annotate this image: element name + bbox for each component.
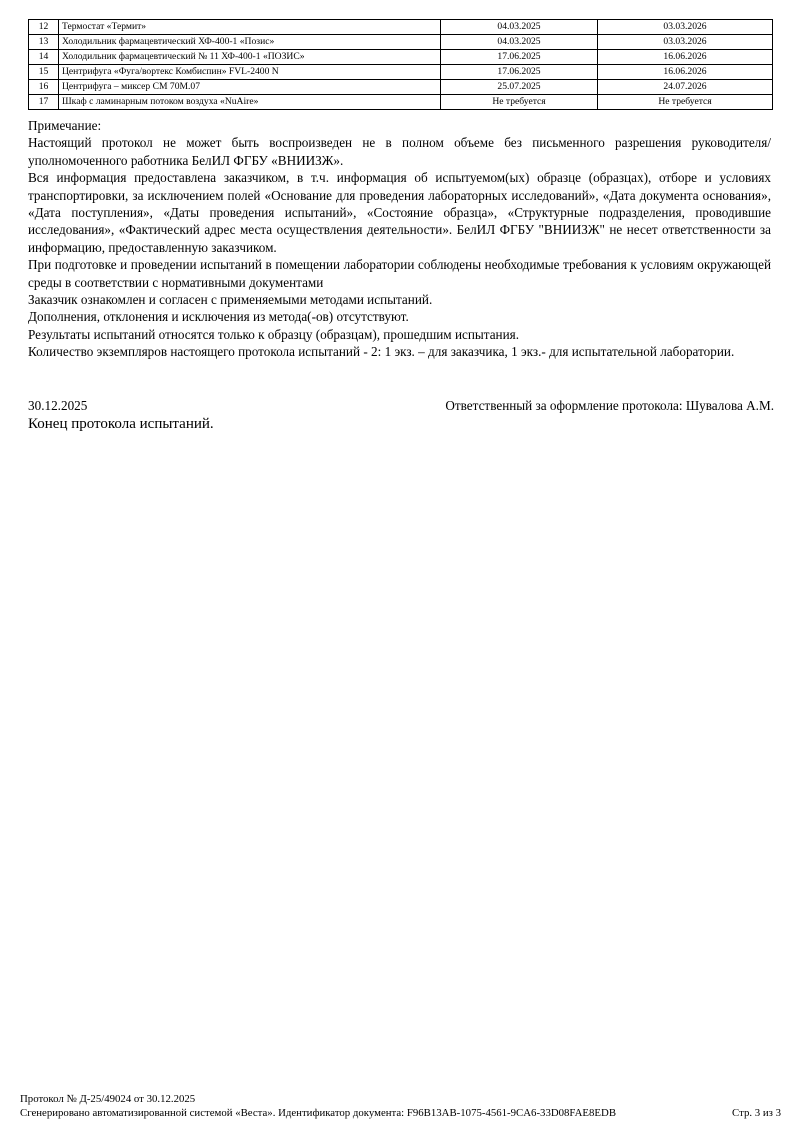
table-row <box>29 95 773 110</box>
valid-until-date: 24.07.2026 <box>598 80 773 95</box>
table-row <box>29 20 773 35</box>
signature-date: 30.12.2025 <box>28 398 88 413</box>
verification-date: 17.06.2025 <box>441 65 598 80</box>
valid-until-date: 16.06.2026 <box>598 65 773 80</box>
note-paragraph: Заказчик ознакомлен и согласен с применяемыми методами испытаний. <box>28 292 433 308</box>
table-row <box>29 65 773 80</box>
verification-date: Не требуется <box>441 95 598 110</box>
note-paragraph: Количество экземпляров настоящего протокола испытаний - 2: 1 экз. – для заказчика, 1 экз.- для испытательной лаборатории. <box>28 344 735 360</box>
verification-date: 17.06.2025 <box>441 50 598 65</box>
notes-title: Примечание: <box>28 118 102 133</box>
valid-until-date: 03.03.2026 <box>598 20 773 35</box>
note-paragraph: Результаты испытаний относятся только к образцу (образцам), прошедшим испытания. <box>28 326 520 342</box>
page-footer <box>20 1092 781 1120</box>
document-identifier: Сгенерировано автоматизированной системой «Веста». Идентификатор документа: F96B13AB-1075-4561-9CA6-33D08FAE8EDB <box>20 1107 617 1119</box>
valid-until-date: 03.03.2026 <box>598 35 773 50</box>
valid-until-date: Не требуется <box>598 95 773 110</box>
equipment-table <box>28 19 773 110</box>
verification-date: 25.07.2025 <box>441 80 598 95</box>
note-paragraph: Вся информация предоставлена заказчиком, в т.ч. информация об испытуемом(ых) образце (образцах), отборе и условиях транспортировки, за исключением полей «Основание для проведения лабораторных исследований», «Дата документа основания», «Дата поступления», «Даты проведения испытаний», «Состояние образца», «Структурные подразделения, проводившие исследования», «Фактический адрес места осуществления деятельности». БелИЛ ФГБУ "ВНИИЗЖ" не несет ответственности за информацию, предоставленную заказчиком. <box>28 170 771 255</box>
table-row <box>29 80 773 95</box>
row-number: 15 <box>29 65 59 80</box>
table-row <box>29 50 773 65</box>
equipment-name: Холодильник фармацевтический ХФ-400-1 «Позис» <box>59 35 441 50</box>
row-number: 13 <box>29 35 59 50</box>
page-number: Стр. 3 из 3 <box>732 1107 781 1119</box>
notes-section <box>28 117 771 361</box>
equipment-name: Центрифуга «Фуга/вортекс Комбиспин» FVL-2400 N <box>59 65 441 80</box>
row-number: 17 <box>29 95 59 110</box>
responsible-person: Ответственный за оформление протокола: Шувалова А.М. <box>445 398 774 413</box>
row-number: 14 <box>29 50 59 65</box>
footer-line <box>20 1106 781 1120</box>
row-number: 16 <box>29 80 59 95</box>
end-of-protocol: Конец протокола испытаний. <box>28 416 214 432</box>
protocol-reference: Протокол № Д-25/49024 от 30.12.2025 <box>20 1093 196 1105</box>
verification-date: 04.03.2025 <box>441 20 598 35</box>
note-paragraph: При подготовке и проведении испытаний в помещении лаборатории соблюдены необходимые требования к условиям окружающей среды в соответствии с нормативными документами <box>28 257 771 290</box>
equipment-name: Шкаф с ламинарным потоком воздуха «NuAire» <box>59 95 441 110</box>
equipment-name: Термостат «Термит» <box>59 20 441 35</box>
valid-until-date: 16.06.2026 <box>598 50 773 65</box>
table-row <box>29 35 773 50</box>
verification-date: 04.03.2025 <box>441 35 598 50</box>
equipment-name: Центрифуга – миксер СМ 70М.07 <box>59 80 441 95</box>
note-paragraph: Настоящий протокол не может быть воспроизведен не в полном объеме без письменного разрешения руководителя/уполномоченного работника БелИЛ ФГБУ «ВНИИЗЖ». <box>28 135 771 168</box>
row-number: 12 <box>29 20 59 35</box>
note-paragraph: Дополнения, отклонения и исключения из метода(-ов) отсутствуют. <box>28 309 409 325</box>
equipment-name: Холодильник фармацевтический № 11 ХФ-400-1 «ПОЗИС» <box>59 50 441 65</box>
